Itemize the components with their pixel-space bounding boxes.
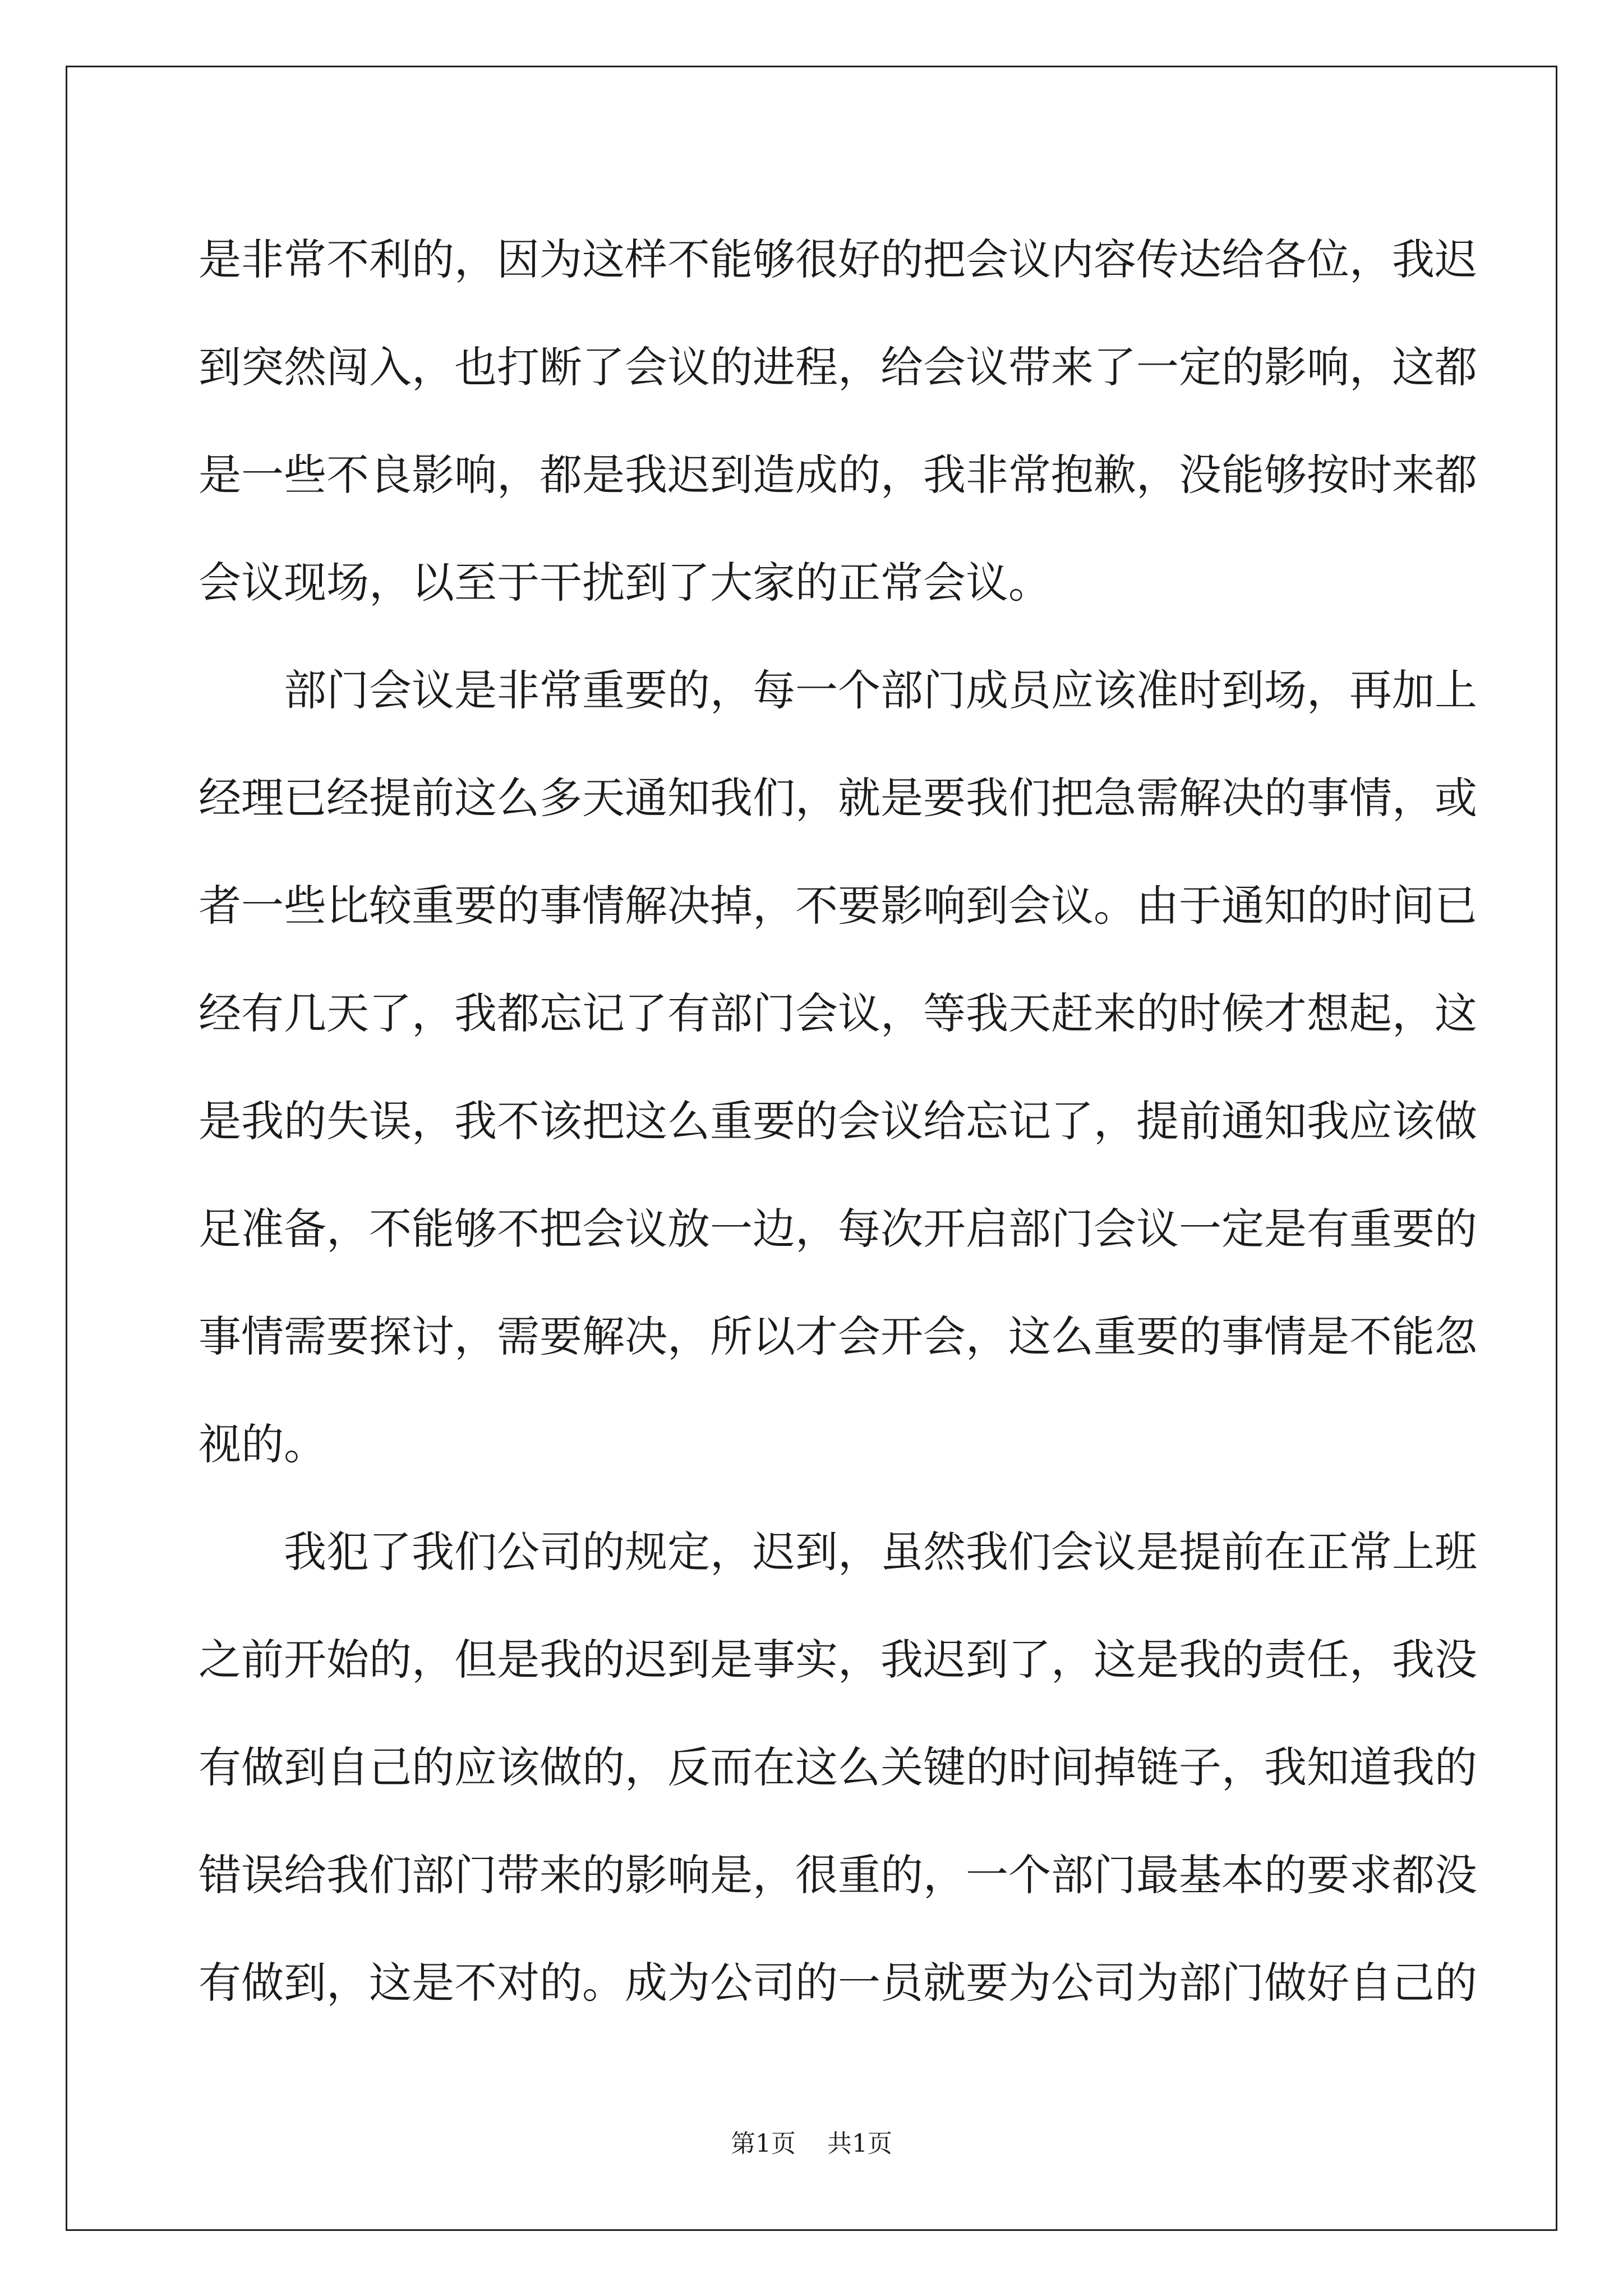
text-line: 是非常不利的，因为这样不能够很好的把会议内容传达给各位，我迟	[199, 234, 1477, 284]
text-line: 到突然闯入，也打断了会议的进程，给会议带来了一定的影响，这都	[199, 342, 1477, 392]
text-line: 有做到自己的应该做的，反而在这么关键的时间掉链子，我知道我的	[199, 1742, 1477, 1792]
text-line: 事情需要探讨，需要解决，所以才会开会，这么重要的事情是不能忽	[199, 1312, 1477, 1361]
text-line: 者一些比较重要的事情解决掉，不要影响到会议。由于通知的时间已	[199, 881, 1477, 931]
page-footer	[0, 2127, 1623, 2161]
text-line: 经有几天了，我都忘记了有部门会议，等我天赶来的时候才想起，这	[199, 988, 1477, 1038]
text-line: 会议现场，以至于干扰到了大家的正常会议。	[199, 558, 1051, 608]
text-line: 之前开始的，但是我的迟到是事实，我迟到了，这是我的责任，我没	[199, 1635, 1477, 1685]
text-line: 错误给我们部门带来的影响是，很重的，一个部门最基本的要求都没	[199, 1850, 1477, 1900]
text-line: 有做到，这是不对的。成为公司的一员就要为公司为部门做好自己的	[199, 1958, 1477, 2008]
text-line: 是一些不良影响，都是我迟到造成的，我非常抱歉，没能够按时来都	[199, 450, 1477, 500]
paragraph-first-line: 部门会议是非常重要的，每一个部门成员应该准时到场，再加上	[284, 665, 1477, 715]
text-line: 经理已经提前这么多天通知我们，就是要我们把急需解决的事情，或	[199, 773, 1477, 823]
text-line: 视的。	[199, 1419, 326, 1469]
paragraph-first-line: 我犯了我们公司的规定，迟到，虽然我们会议是提前在正常上班	[284, 1527, 1477, 1577]
page-number-current: 第1页	[731, 2129, 796, 2158]
page-number-total: 共1页	[827, 2129, 892, 2158]
text-line: 足准备，不能够不把会议放一边，每次开启部门会议一定是有重要的	[199, 1204, 1477, 1254]
text-line: 是我的失误，我不该把这么重要的会议给忘记了，提前通知我应该做	[199, 1096, 1477, 1146]
document-body	[199, 206, 1477, 2037]
